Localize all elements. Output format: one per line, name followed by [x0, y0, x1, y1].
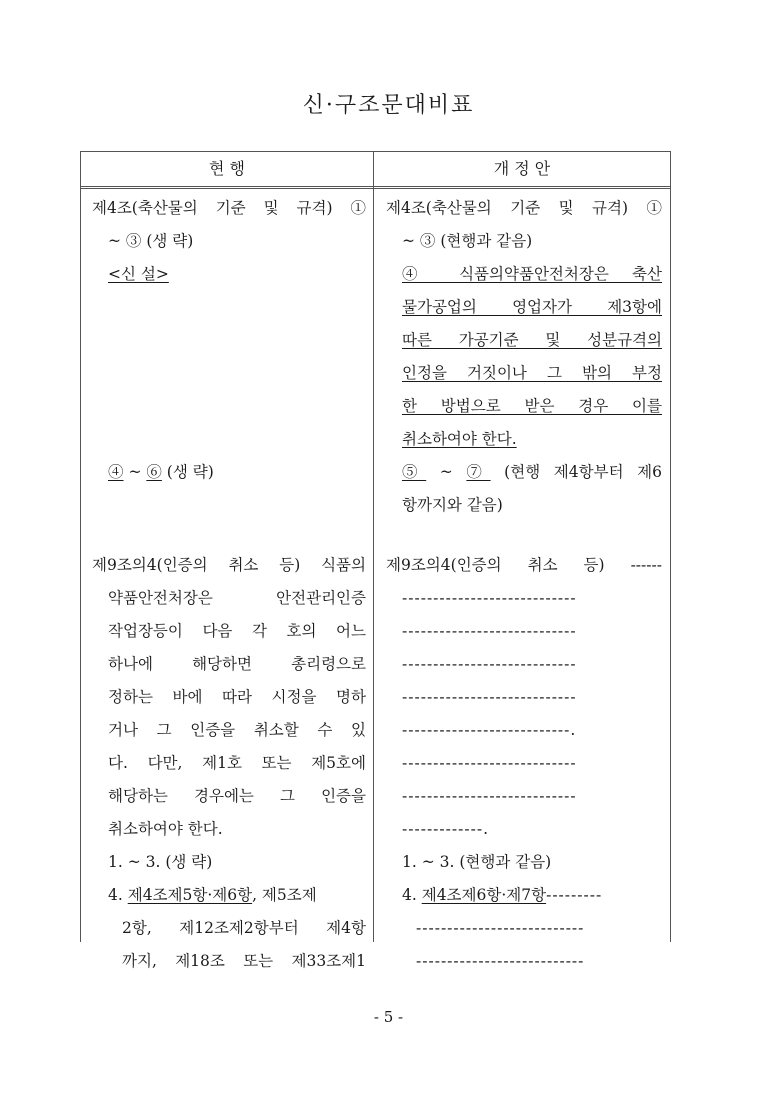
- amend-art9-dashes: ----------------------------: [402, 589, 577, 607]
- amend-art9-dashes: ----------------------------: [402, 688, 577, 706]
- item-num-4: ④: [108, 463, 124, 481]
- range-tilde: ~: [426, 463, 467, 481]
- item4-number: 4.: [402, 886, 422, 904]
- amend-art4-items-5-7-line2: 항까지와 같음): [402, 496, 503, 514]
- item4-changed-ref: 제4조제6항·제7항: [421, 886, 547, 904]
- item4-rest: ---------: [546, 886, 603, 904]
- amend-art4-new-line: [386, 291, 662, 324]
- page-title: 신·구조문대비표: [302, 93, 475, 118]
- amend-art4-line2: ~ ③ (현행과 같음): [402, 232, 533, 250]
- amend-art9-head: 제9조의4(인증의 취소 등) ------: [386, 556, 662, 574]
- current-art9-line: 약품안전처장은 안전관리인증: [108, 589, 366, 607]
- current-art9-line: 제9조의4(인증의 취소 등) 식품의: [92, 556, 366, 574]
- comparison-table: [80, 151, 671, 970]
- amend-item4-line1: [386, 879, 662, 912]
- amend-items-1-3: 1. ~ 3. (현행과 같음): [402, 853, 552, 871]
- page-number: - 5 -: [373, 1008, 404, 1026]
- amend-item4-line3: ---------------------------: [416, 952, 585, 970]
- item4-number: 4.: [108, 886, 128, 904]
- new-clause-text: 한 방법으로 받은 경우 이를: [402, 397, 662, 415]
- amend-art4-new-line: [386, 357, 662, 390]
- amend-art4-line1: 제4조(축산물의 기준 및 규격) ①: [386, 199, 662, 217]
- item-num-7: ⑦: [466, 463, 491, 481]
- range-tilde: ~: [123, 463, 147, 481]
- amend-art4-new-line: [386, 423, 662, 456]
- current-item4-line1: [92, 879, 366, 912]
- current-column: [92, 192, 366, 978]
- amend-art9-dashes: ----------------------------: [402, 754, 577, 772]
- amend-art4-new-line: [386, 324, 662, 357]
- amend-art4-new-line: [386, 390, 662, 423]
- omitted-text: (생 략): [161, 463, 214, 481]
- amend-art9-dashes: ----------------------------: [402, 787, 577, 805]
- current-art9-line: 거나 그 인증을 취소할 수 있: [108, 721, 366, 739]
- item4-rest: , 제5조제: [252, 886, 317, 904]
- item-num-6: ⑥: [146, 463, 162, 481]
- amend-art9-dashes: -------------.: [402, 820, 490, 838]
- new-clause-text: 인정을 거짓이나 그 밖의 부정: [402, 364, 662, 382]
- new-clause-text: ④ 식품의약품안전처장은 축산: [402, 265, 662, 283]
- new-marker-text: <신 설>: [108, 265, 169, 283]
- current-art9-line: 다. 다만, 제1호 또는 제5호에: [108, 754, 366, 772]
- amend-item4-line2: ---------------------------: [416, 919, 585, 937]
- amend-art9-dashes: ----------------------------: [402, 622, 577, 640]
- item-num-5: ⑤: [402, 463, 427, 481]
- current-art4-new-marker: [92, 258, 366, 291]
- table-header: [81, 152, 670, 189]
- amend-art9-dashes: ---------------------------.: [402, 721, 577, 739]
- current-art4-items-4-6: [92, 456, 366, 489]
- current-art9-line: 해당하는 경우에는 그 인증을: [108, 787, 366, 805]
- header-current: 현 행: [209, 159, 245, 178]
- new-clause-text: 취소하여야 한다.: [402, 430, 517, 448]
- new-clause-text: 물가공업의 영업자가 제3항에: [402, 298, 662, 316]
- current-art9-line: 취소하여야 한다.: [108, 820, 223, 838]
- current-item4-line3: 까지, 제18조 또는 제33조제1: [122, 952, 366, 970]
- amend-art4-new-line: [386, 258, 662, 291]
- new-clause-text: 따른 가공기준 및 성분규격의: [402, 331, 662, 349]
- amendment-column: [386, 192, 662, 978]
- same-as-current-text: (현행 제4항부터 제6: [490, 463, 662, 481]
- current-art4-line1: 제4조(축산물의 기준 및 규격) ①: [92, 199, 366, 217]
- current-item4-line2: 2항, 제12조제2항부터 제4항: [122, 919, 366, 937]
- header-amendment: 개 정 안: [493, 159, 551, 178]
- current-art9-line: 하나에 해당하면 총리령으로: [108, 655, 366, 673]
- item4-changed-ref: 제4조제5항·제6항: [127, 886, 253, 904]
- current-items-1-3: 1. ~ 3. (생 략): [108, 853, 213, 871]
- amend-art9-dashes: ----------------------------: [402, 655, 577, 673]
- current-art4-line2: ~ ③ (생 략): [108, 232, 194, 250]
- amend-art4-items-5-7: [386, 456, 662, 489]
- current-art9-line: 정하는 바에 따라 시정을 명하: [108, 688, 366, 706]
- current-art9-line: 작업장등이 다음 각 호의 어느: [108, 622, 366, 640]
- column-divider: [373, 152, 374, 942]
